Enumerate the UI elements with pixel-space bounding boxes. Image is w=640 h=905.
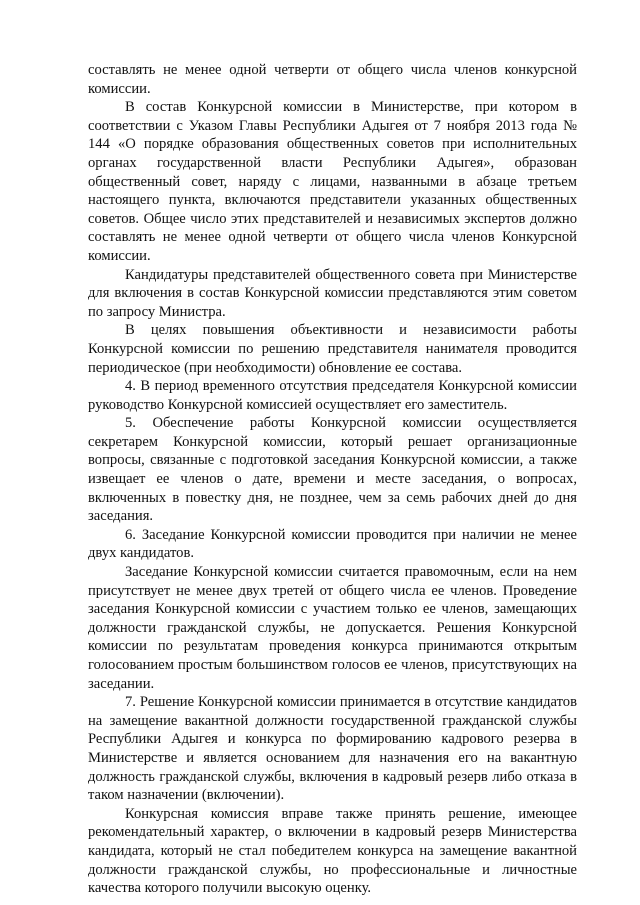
- paragraph: В состав Конкурсной комиссии в Министерстве, при котором в соответствии с Указом Главы Республики Адыгея от 7 ноября 2013 года № 144 «О порядке образования общественных советов при исполнительных органах государственной власти Республики Адыгея», образован общественный совет, наряду с лицами, названными в абзаце третьем настоящего пункта, включаются представители указанных общественных советов. Общее число этих представителей и независимых экспертов должно составлять не менее одной четверти от общего числа членов Конкурсной комиссии.: [88, 99, 577, 264]
- paragraph: В целях повышения объективности и независимости работы Конкурсной комиссии по решению представителя нанимателя проводится периодическое (при необходимости) обновление ее состава.: [88, 322, 577, 376]
- document-page: [88, 61, 577, 898]
- paragraph: 5. Обеспечение работы Конкурсной комиссии осуществляется секретарем Конкурсной комиссии, который решает организационные вопросы, связанные с подготовкой заседания Конкурсной комиссии, а также извещает ее членов о дате, времени и месте заседания, о вопросах, включенных в повестку дня, не позднее, чем за семь рабочих дней до дня заседания.: [88, 415, 577, 525]
- paragraph: 6. Заседание Конкурсной комиссии проводится при наличии не менее двух кандидатов.: [88, 526, 577, 562]
- paragraph: Кандидатуры представителей общественного совета при Министерстве для включения в состав Конкурсной комиссии представляются этим советом по запросу Министра.: [88, 266, 577, 320]
- paragraph: Заседание Конкурсной комиссии считается правомочным, если на нем присутствует не менее двух третей от общего числа ее членов. Проведение заседания Конкурсной комиссии с участием только ее членов, замещающих должности гражданской службы, не допускается. Решения Конкурсной комиссии по результатам проведения конкурса принимаются открытым голосованием простым большинством голосов ее членов, присутствующих на заседании.: [88, 564, 577, 692]
- paragraph: 7. Решение Конкурсной комиссии принимается в отсутствие кандидатов на замещение вакантной должности государственной гражданской службы Республики Адыгея и конкурса по формированию кадрового резерва в Министерстве и является основанием для назначения его на вакантную должность гражданской службы, включения в кадровый резерв либо отказа в таком назначении (включении).: [88, 694, 577, 804]
- paragraph: 4. В период временного отсутствия председателя Конкурсной комиссии руководство Конкурсной комиссией осуществляет его заместитель.: [88, 378, 577, 413]
- paragraph: составлять не менее одной четверти от общего числа членов конкурсной комиссии.: [88, 62, 577, 97]
- paragraph: Конкурсная комиссия вправе также принять решение, имеющее рекомендательный характер, о включении в кадровый резерв Министерства кандидата, который не стал победителем конкурса на замещение вакантной должности гражданской службы, но профессиональные и личностные качества которого получили высокую оценку.: [88, 805, 577, 897]
